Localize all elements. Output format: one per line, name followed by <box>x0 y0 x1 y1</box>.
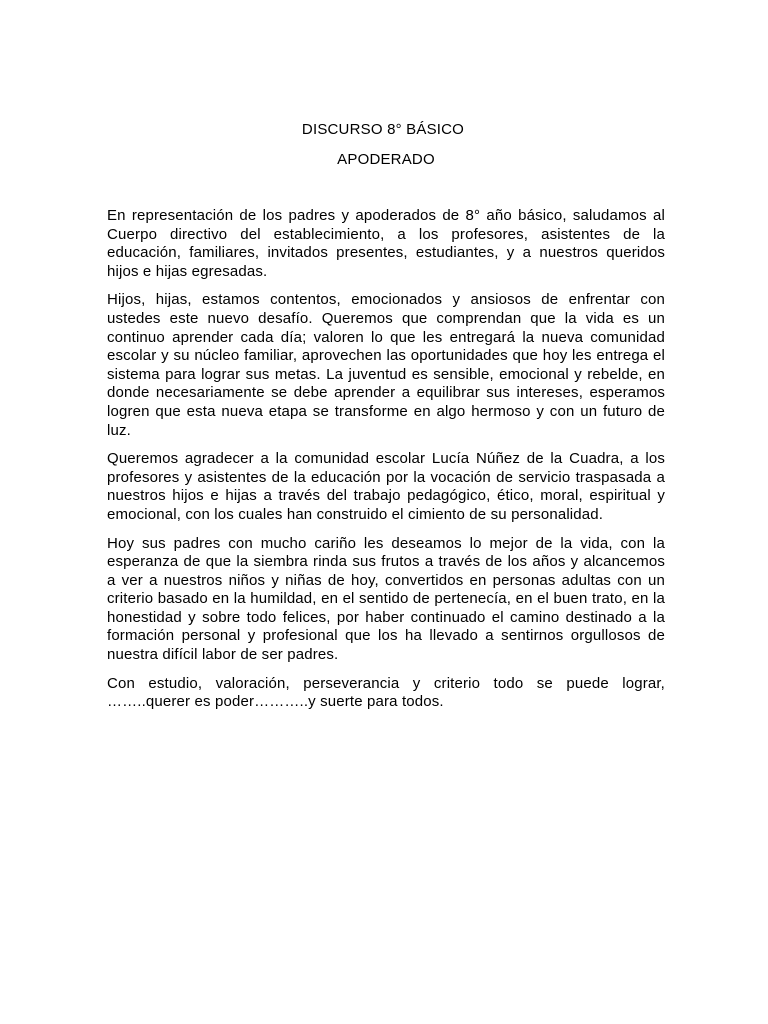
document-body <box>107 207 665 722</box>
document-title: DISCURSO 8° BÁSICO <box>301 121 465 138</box>
document-subtitle: APODERADO <box>337 151 435 168</box>
paragraph-message-to-children: Hijos, hijas, estamos contentos, emocionados y ansiosos de enfrentar con ustedes este nuevo desafío. Queremos que comprendan que la vida es un continuo aprender cada día; valoren lo que les entregará la nueva comunidad escolar y su núcleo familiar, aprovechen las oportunidades que hoy les entrega el sistema para lograr sus metas. La juventud es sensible, emocional y rebelde, en donde necesariamente se debe aprender a equilibrar sus intereses, esperamos logren que esta nueva etapa se transforme en algo hermoso y con un futuro de luz. <box>107 291 665 439</box>
paragraph-wishes: Hoy sus padres con mucho cariño les deseamos lo mejor de la vida, con la esperanza de que la siembra rinda sus frutos a través de los años y alcancemos a ver a nuestros niños y niñas de hoy, convertidos en personas adultas con un criterio basado en la humildad, en el sentido de pertenecía, en el buen trato, en la honestidad y sobre todo felices, por haber continuado el camino destinado a la formación personal y profesional que los ha llevado a sentirnos orgullosos de nuestra difícil labor de ser padres. <box>107 534 665 664</box>
paragraph-thanks: Queremos agradecer a la comunidad escolar Lucía Núñez de la Cuadra, a los profesores y asistentes de la educación por la vocación de servicio traspasada a nuestros hijos e hijas a través del trabajo pedagógico, ético, moral, espiritual y emocional, con los cuales han construido el cimiento de su personalidad. <box>107 450 665 523</box>
paragraph-closing: Con estudio, valoración, perseverancia y criterio todo se puede lograr, ……..querer es poder………..y suerte para todos. <box>107 674 665 711</box>
paragraph-greeting: En representación de los padres y apoderados de 8° año básico, saludamos al Cuerpo directivo del establecimiento, a los profesores, asistentes de la educación, familiares, invitados presentes, estudiantes, y a nuestros queridos hijos e hijas egresadas. <box>107 207 665 280</box>
